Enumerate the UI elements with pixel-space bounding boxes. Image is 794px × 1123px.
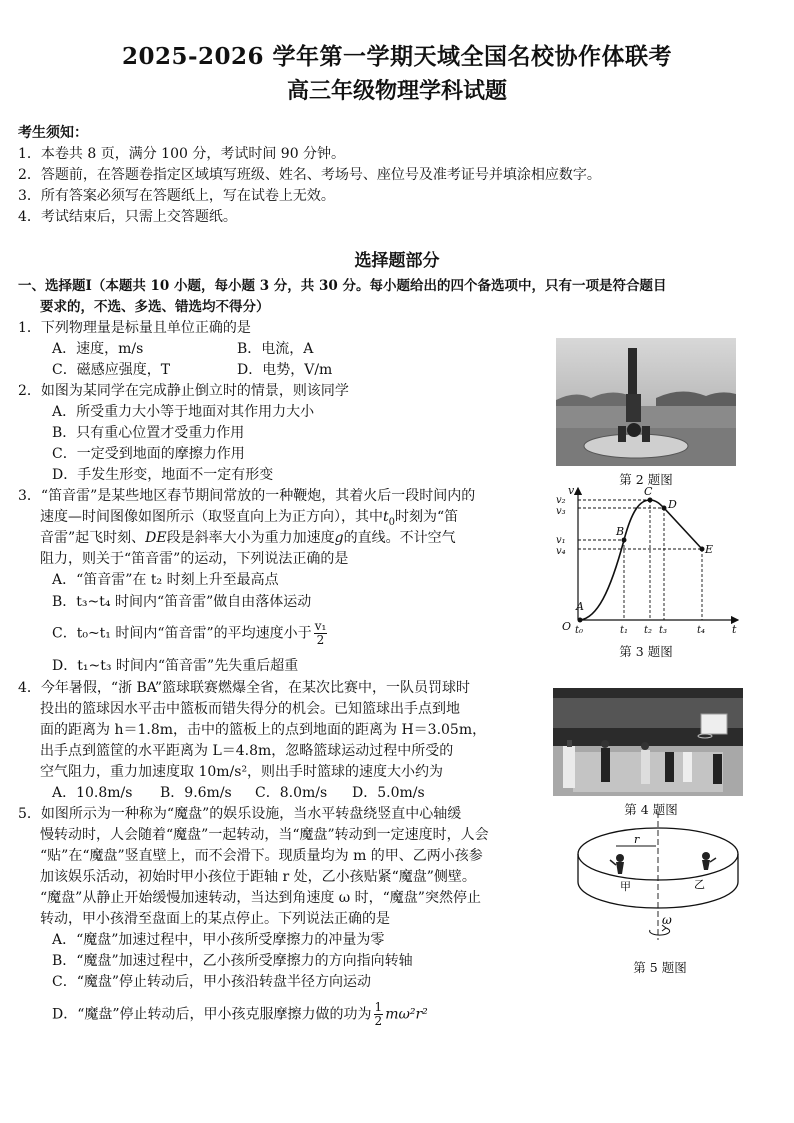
q3-fraction-den: 2 bbox=[316, 633, 325, 647]
point-e-label: E bbox=[705, 543, 714, 556]
point-b-label: B bbox=[616, 525, 625, 538]
t-tick-label: t₃ bbox=[659, 625, 668, 634]
v-tick-label: v₄ bbox=[556, 546, 566, 557]
radius-label: r bbox=[634, 833, 640, 846]
notice-item: 3．所有答案必须写在答题纸上，写在试卷上无效。 bbox=[18, 188, 335, 204]
basketball-illustration bbox=[553, 688, 743, 796]
t-tick-label: t₂ bbox=[644, 625, 653, 634]
kid-jia-icon bbox=[610, 854, 624, 874]
part1-instructions-cont: 要求的，不选、多选、错选均不得分） bbox=[40, 299, 270, 315]
exam-subtitle: 高三年级物理学科试题 bbox=[286, 78, 507, 104]
q3-var-t: t bbox=[383, 509, 389, 525]
q4-caption: 第 4 题图 bbox=[624, 802, 678, 817]
q5-option-c: C．“魔盘”停止转动后，甲小孩沿转盘半径方向运动 bbox=[52, 974, 372, 990]
q3-option-c-text: C．t₀~t₁ 时间内“笛音雷”的平均速度小于 bbox=[52, 625, 312, 642]
q4-option-b: B．9.6m/s bbox=[160, 785, 232, 801]
section-title: 选择题部分 bbox=[354, 251, 440, 271]
q1-option-d: D．电势，V/m bbox=[237, 362, 333, 378]
q3-var-sub: 0 bbox=[388, 516, 396, 528]
v-tick-label: v₃ bbox=[556, 506, 566, 517]
q3-fraction-num: v₁ bbox=[314, 619, 327, 633]
q4-stem-line1: 4．今年暑假，“浙 BA”篮球联赛燃爆全省，在某次比赛中，一队员罚球时 bbox=[18, 680, 471, 696]
q3-caption: 第 3 题图 bbox=[619, 644, 673, 659]
part1-instructions: 一、选择题Ⅰ（本题共 10 小题，每小题 3 分，共 30 分。每小题给出的四个备选项中，只有一项是符合题目 bbox=[18, 278, 667, 294]
v-axis-label: v bbox=[568, 484, 575, 497]
q5-stem-line6: 转动，甲小孩滑至盘面上的某点停止。下列说法正确的是 bbox=[40, 911, 390, 927]
q3-text: 的直线。不计空气 bbox=[343, 530, 456, 546]
notice-item: 2．答题前，在答题卷指定区域填写班级、姓名、考场号、座位号及准考证号并填涂相应数字。 bbox=[18, 167, 601, 183]
notice-item: 1．本卷共 8 页，满分 100 分，考试时间 90 分钟。 bbox=[18, 146, 346, 162]
q4-stem-line5: 空气阻力，重力加速度取 10m/s²，则出手时篮球的速度大小约为 bbox=[40, 764, 444, 780]
q3-fraction bbox=[314, 620, 328, 647]
q3-text: 段是斜率大小为重力加速度 bbox=[166, 530, 335, 546]
q5-stem-line1: 5．如图所示为一种称为“魔盘”的娱乐设施，当水平转盘绕竖直中心轴缓 bbox=[18, 806, 462, 822]
q4-option-c: C．8.0m/s bbox=[255, 785, 328, 801]
point-c-dot bbox=[648, 498, 653, 503]
q3-text: 速度—时间图像如图所示（取竖直向上为正方向），其中 bbox=[40, 509, 383, 525]
q5-option-b: B．“魔盘”加速过程中，乙小孩所受摩擦力的方向指向转轴 bbox=[52, 953, 413, 969]
notice-heading: 考生须知： bbox=[18, 125, 88, 141]
point-b-dot bbox=[622, 538, 627, 543]
q2-handstand-photo bbox=[556, 338, 736, 466]
point-e-dot bbox=[700, 547, 705, 552]
notice-item: 4．考试结束后，只需上交答题纸。 bbox=[18, 209, 237, 225]
q5-stem-line4: 加该娱乐活动，初始时甲小孩位于距轴 r 处，乙小孩贴紧“魔盘”侧壁。 bbox=[40, 869, 476, 885]
kid-yi-label: 乙 bbox=[694, 878, 705, 891]
point-c-label: C bbox=[644, 485, 653, 498]
guide-lines bbox=[578, 500, 702, 620]
q5-option-a: A．“魔盘”加速过程中，甲小孩所受摩擦力的冲量为零 bbox=[52, 932, 385, 948]
q5-stem-line5: “魔盘”从静止开始缓慢加速转动，当达到角速度 ω 时，“魔盘”突然停止 bbox=[40, 890, 481, 906]
kid-jia-label: 甲 bbox=[620, 880, 631, 893]
q3-option-d: D．t₁~t₃ 时间内“笛音雷”先失重后超重 bbox=[52, 658, 299, 674]
q5-option-d bbox=[52, 1001, 428, 1028]
q4-stem-line3: 面的距离为 h＝1.8m，击中的篮板上的点到地面的距离为 H＝3.05m， bbox=[40, 722, 487, 738]
q5-fraction-den: 2 bbox=[374, 1014, 383, 1028]
q2-option-c: C．一定受到地面的摩擦力作用 bbox=[52, 446, 245, 462]
q3-stem-line4: 阻力，则关于“笛音雷”的运动，下列说法正确的是 bbox=[40, 551, 349, 567]
q5-fraction bbox=[374, 1001, 384, 1028]
point-a-label: A bbox=[576, 600, 584, 613]
q5-magic-disc-figure bbox=[570, 812, 750, 954]
q1-stem: 1．下列物理量是标量且单位正确的是 bbox=[18, 320, 251, 336]
q5-fraction-num: 1 bbox=[374, 1000, 383, 1014]
q3-var-de: DE bbox=[145, 530, 167, 546]
q4-stem-line4: 出手点到篮筐的水平距离为 L＝4.8m，忽略篮球运动过程中所受的 bbox=[40, 743, 454, 759]
rotation-arrow-icon bbox=[650, 928, 670, 935]
q3-option-a: A．“笛音雷”在 t₂ 时刻上升至最高点 bbox=[52, 572, 279, 588]
q3-stem-line1: 3．“笛音雷”是某些地区春节期间常放的一种鞭炮，其着火后一段时间内的 bbox=[18, 488, 476, 504]
q1-option-c: C．磁感应强度，T bbox=[52, 362, 171, 378]
exam-title: 2025-2026 学年第一学期天域全国名校协作体联考 bbox=[121, 43, 673, 70]
vt-curve bbox=[580, 500, 702, 620]
point-a-dot bbox=[578, 618, 583, 623]
q2-option-d: D．手发生形变，地面不一定有形变 bbox=[52, 467, 274, 483]
omega-label: ω bbox=[662, 913, 672, 927]
q1-option-a: A．速度，m/s bbox=[52, 341, 144, 357]
q3-vt-graph bbox=[552, 482, 746, 634]
q2-stem: 2．如图为某同学在完成静止倒立时的情景，则该同学 bbox=[18, 383, 349, 399]
point-d-dot bbox=[662, 506, 667, 511]
q5-stem-line3: “贴”在“魔盘”竖直壁上，而不会滑下。现质量均为 m 的甲、乙两小孩参 bbox=[40, 848, 483, 864]
q2-caption: 第 2 题图 bbox=[619, 472, 673, 487]
t-tick-label: t₀ bbox=[575, 625, 584, 634]
q2-option-b: B．只有重心位置才受重力作用 bbox=[52, 425, 245, 441]
handstand-illustration bbox=[556, 338, 736, 466]
q3-option-b: B．t₃~t₄ 时间内“笛音雷”做自由落体运动 bbox=[52, 594, 312, 610]
t-tick-label: t₄ bbox=[697, 625, 706, 634]
q3-text: 时刻为“笛 bbox=[395, 509, 459, 525]
q3-stem-line3 bbox=[40, 528, 456, 548]
q3-option-c bbox=[52, 620, 329, 647]
v-tick-label: v₁ bbox=[556, 535, 566, 546]
q4-stem-line2: 投出的篮球因水平击中篮板而错失得分的机会。已知篮球出手点到地 bbox=[40, 701, 460, 717]
t-axis-label: t bbox=[732, 623, 737, 634]
q3-var-g: g bbox=[334, 530, 344, 546]
q3-text: 音雷”起飞时刻、 bbox=[40, 530, 146, 546]
q5-option-d-expr: mω²r² bbox=[385, 1006, 428, 1023]
q5-stem-line2: 慢转动时，人会随着“魔盘”一起转动，当“魔盘”转动到一定速度时，人会 bbox=[40, 827, 489, 843]
q1-option-b: B．电流，A bbox=[237, 341, 314, 357]
v-tick-label: v₂ bbox=[556, 495, 566, 506]
q4-basketball-photo bbox=[553, 688, 743, 796]
q5-caption: 第 5 题图 bbox=[633, 960, 687, 975]
q4-option-a: A．10.8m/s bbox=[52, 785, 133, 801]
t-tick-label: t₁ bbox=[620, 625, 629, 634]
origin-label: O bbox=[562, 620, 572, 633]
point-d-label: D bbox=[668, 498, 677, 511]
q4-option-d: D．5.0m/s bbox=[352, 785, 425, 801]
q5-option-d-text: D．“魔盘”停止转动后，甲小孩克服摩擦力做的功为 bbox=[52, 1006, 372, 1023]
q2-option-a: A．所受重力大小等于地面对其作用力大小 bbox=[52, 404, 315, 420]
kid-yi-icon bbox=[702, 852, 716, 870]
